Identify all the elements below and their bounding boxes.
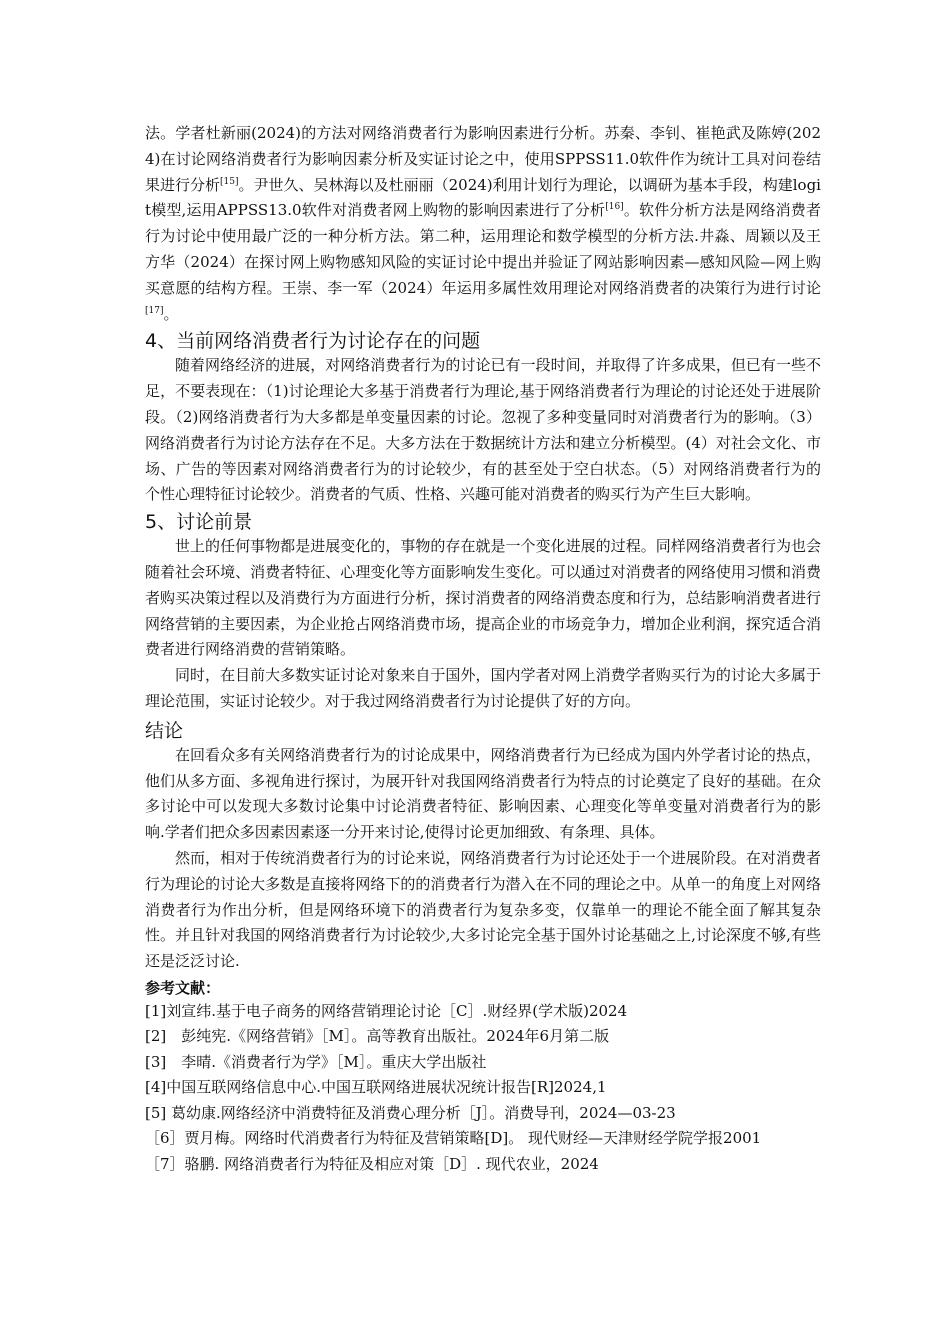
reference-item: [4]中国互联网络信息中心.中国互联网络进展状况统计报告[R]2024,1 [145,1078,607,1097]
conclusion-paragraph-2: 然而，相对于传统消费者行为的讨论来说，网络消费者行为讨论还处于一个进展阶段。在对消费者行为理论的讨论大多数是直接将网络下的的消费者行为潜入在不同的理论之中。从单一的角度上对网络消费者行为作出分析，但是网络环境下的消费者行为复杂多变，仅靠单一的理论不能全面了解其复杂性。并且针对我国的网络消费者行为讨论较少,大多讨论完全基于国外讨论基础之上,讨论深度不够,有些还是泛泛讨论. [145,848,821,971]
section-5-heading: 5、讨论前景 [145,511,253,534]
intro-text-1: 法。学者杜新丽(2024)的方法对网络消费者行为影响因素进行分析。苏秦、李钊、崔艳武及陈婷(2024)在讨论网络消费者行为影响因素分析及实证讨论之中，使用SPPSS11.0软件作为统计工具对问卷结果进行分析 [145,124,821,194]
reference-item: [5] 葛幼康.网络经济中消费特征及消费心理分析［J］。消费导刊，2024—03-23 [145,1103,676,1122]
references-heading: 参考文献： [145,978,221,997]
reference-item: ［6］贾月梅。网络时代消费者行为特征及营销策略[D]。 现代财经—天津财经学院学报2001 [145,1129,762,1148]
intro-paragraph [145,121,821,327]
references-list [145,999,821,1178]
citation-15: [15] [220,176,239,187]
intro-text-2: 。尹世久、吴林海以及杜丽丽（2024)利用计划行为理论，以调研为基本手段，构建logit模型,运用APPSS13.0软件对消费者网上购物的影响因素进行了分析 [145,175,821,220]
section-5-paragraph-2: 同时，在目前大多数实证讨论对象来自于国外，国内学者对网上消费学者购买行为的讨论大多属于理论范围，实证讨论较少。对于我过网络消费者行为讨论提供了好的方向。 [145,666,821,710]
conclusion-heading: 结论 [145,719,184,742]
citation-16: [16] [605,202,624,213]
intro-text-3: 。软件分析方法是网络消费者行为讨论中使用最广泛的一种分析方法。第二种，运用理论和数学模型的分析方法.井淼、周颖以及王方华（2024）在探讨网上购物感知风险的实证讨论中提出并验证了网站影响因素—感知风险—网上购买意愿的结构方程。王崇、李一军（2024）年运用多属性效用理论对网络消费者的决策行为进行讨论 [145,201,821,297]
citation-17: [17] [145,305,164,316]
section-4-heading: 4、当前网络消费者行为讨论存在的问题 [145,330,481,353]
section-5-paragraph-1: 世上的任何事物都是进展变化的，事物的存在就是一个变化进展的过程。同样网络消费者行为也会随着社会环境、消费者特征、心理变化等方面影响发生变化。可以通过对消费者的网络使用习惯和消费者购买决策过程以及消费行为方面进行分析，探讨消费者的网络消费态度和行为，总结影响消费者进行网络营销的主要因素，为企业抢占网络消费市场，提高企业的市场竞争力，增加企业利润，探究适合消费者进行网络消费的营销策略。 [145,537,821,659]
reference-item: [1]刘宣纬.基于电子商务的网络营销理论讨论［C］.财经界(学术版)2024 [145,1001,628,1020]
section-4-paragraph: 随着网络经济的进展，对网络消费者行为的讨论已有一段时间，并取得了许多成果，但已有一些不足，不要表现在：（1)讨论理论大多基于消费者行为理论,基于网络消费者行为理论的讨论还处于进展阶段。（2)网络消费者行为大多都是单变量因素的讨论。忽视了多种变量同时对消费者行为的影响。（3）网络消费者行为讨论方法存在不足。大多方法在于数据统计方法和建立分析模型。(4）对社会文化、市场、广告的等因素对网络消费者行为的讨论较少，有的甚至处于空白状态。（5）对网络消费者行为的个性心理特征讨论较少。消费者的气质、性格、兴趣可能对消费者的购买行为产生巨大影响。 [145,356,821,504]
reference-item: [2] 彭纯宪.《网络营销》［M］。高等教育出版社。2024年6月第二版 [145,1027,610,1046]
reference-item: [3] 李晴.《消费者行为学》［M］。重庆大学出版社 [145,1052,487,1071]
document-body [145,121,821,1177]
intro-text-4: 。 [163,304,179,323]
reference-item: ［7］骆鹏. 网络消费者行为特征及相应对策［D］. 现代农业，2024 [145,1154,599,1173]
conclusion-paragraph-1: 在回看众多有关网络消费者行为的讨论成果中，网络消费者行为已经成为国内外学者讨论的热点，他们从多方面、多视角进行探讨，为展开针对我国网络消费者行为特点的讨论奠定了良好的基础。在众多讨论中可以发现大多数讨论集中讨论消费者特征、影响因素、心理变化等单变量对消费者行为的影响.学者们把众多因素因素逐一分开来讨论,使得讨论更加细致、有条理、具体。 [145,745,821,842]
